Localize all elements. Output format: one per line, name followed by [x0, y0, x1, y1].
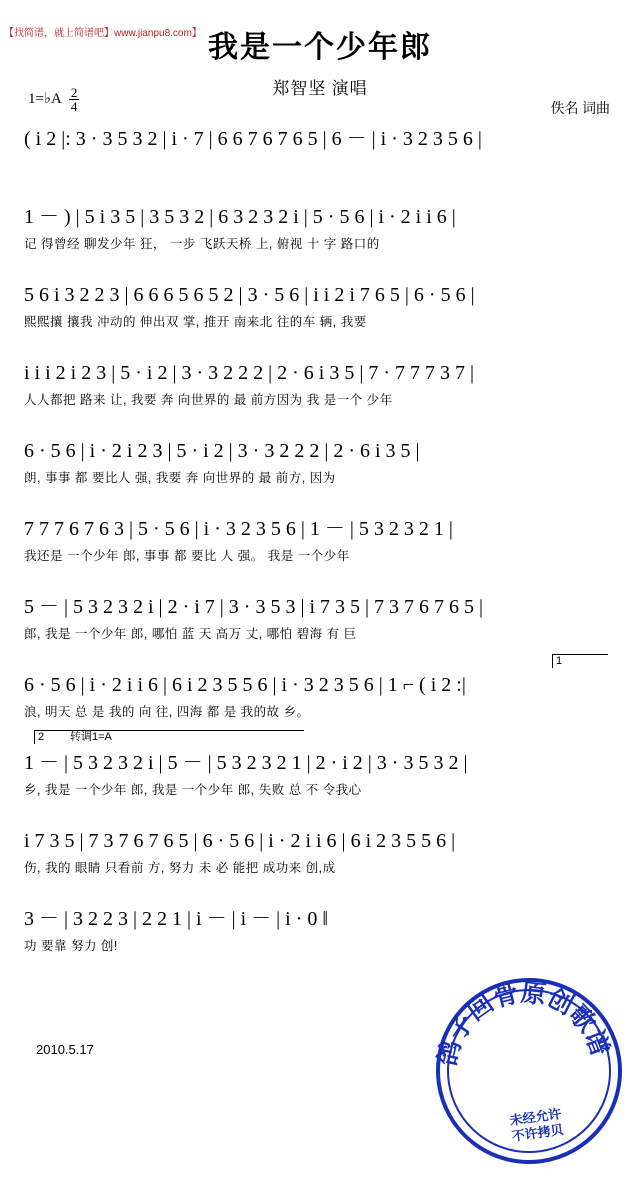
- volta-bracket-2: 2: [34, 730, 304, 744]
- seal-line-1: 未经允许: [508, 1106, 563, 1129]
- score-line: [24, 434, 616, 512]
- key-flat: ♭A: [43, 90, 62, 107]
- notation-row: 6 · 5 6 | i · 2 i 2 3 | 5 · i 2 | 3 · 3 2 2 2 | 2 · 6 i 3 5 |: [24, 440, 420, 462]
- time-sig-numerator: 2: [70, 85, 78, 100]
- svg-text:鸽子回骨原创歌谱: 鸽子回骨原创歌谱: [434, 979, 614, 1069]
- lyrics-row: 郎, 我是 一个少年 郎, 哪怕 蓝 天 高万 丈, 哪怕 碧海 有 巨: [24, 627, 357, 641]
- score-line: [24, 122, 616, 200]
- score-line: [24, 731, 616, 824]
- lyrics-row: 记 得曾经 聊发少年 狂， 一步 飞跃天桥 上, 俯视 十 字 路口的: [24, 237, 380, 251]
- score-line: [24, 590, 616, 668]
- lyrics-row: [24, 156, 616, 176]
- notation-row: 5 6 i 3 2 2 3 | 6 6 6 5 6 5 2 | 3 · 5 6 | i i 2 i 7 6 5 | 6 · 5 6 |: [24, 284, 475, 306]
- score-line: [24, 512, 616, 590]
- seal-arc-text: [424, 967, 625, 1168]
- key-label: 1=: [28, 90, 44, 107]
- notation-row: 7 7 7 6 7 6 3 | 5 · 5 6 | i · 3 2 3 5 6 | 1 － | 5 3 2 3 2 1 |: [24, 518, 453, 540]
- seal-line-2: 不许拷贝: [510, 1121, 565, 1144]
- lyrics-row: 浪, 明天 总 是 我的 向 往, 四海 都 是 我的故 乡。: [24, 705, 310, 719]
- copyright-seal: [424, 966, 634, 1176]
- lyrics-row: 朗, 事事 都 要比人 强, 我要 奔 向世界的 最 前方, 因为: [24, 471, 336, 485]
- score-line: [24, 278, 616, 356]
- lyrics-row: 我还是 一个少年 郎, 事事 都 要比 人 强。 我是 一个少年: [24, 549, 350, 563]
- notation-row: 6 · 5 6 | i · 2 i i 6 | 6 i 2 3 5 5 6 | i · 3 2 3 5 6 | 1 ⌐ ( i 2 :|: [24, 674, 466, 696]
- composition-date: 2010.5.17: [36, 1042, 94, 1057]
- lyrics-row: 功 要靠 努力 创!: [24, 939, 118, 953]
- music-score: [0, 122, 640, 980]
- notation-row: ( i 2 |: 3 · 3 5 3 2 | i · 7 | 6 6 7 6 7 6 5 | 6 － | i · 3 2 3 5 6 |: [24, 128, 482, 150]
- notation-row: 5 － | 5 3 2 3 2 i | 2 · i 7 | 3 · 3 5 3 | i 7 3 5 | 7 3 7 6 7 6 5 |: [24, 596, 484, 618]
- lyrics-row: 人人都把 路来 让, 我要 奔 向世界的 最 前方因为 我 是一个 少年: [24, 393, 393, 407]
- notation-row: i i i 2 i 2 3 | 5 · i 2 | 3 · 3 2 2 2 | 2 · 6 i 3 5 | 7 · 7 7 7 3 7 |: [24, 362, 474, 384]
- key-and-time-signature: [28, 86, 79, 113]
- score-line: [24, 200, 616, 278]
- notation-row: 1 － ) | 5 i 3 5 | 3 5 3 2 | 6 3 2 3 2 i | 5 · 5 6 | i · 2 i i 6 |: [24, 206, 456, 228]
- key-change-label: 转调1=A: [70, 731, 112, 743]
- lyrics-row: 乡, 我是 一个少年 郎, 我是 一个少年 郎, 失败 总 不 令我心: [24, 783, 362, 797]
- site-watermark: 【找简谱，就上简谱吧】www.jianpu8.com】: [4, 28, 202, 39]
- score-line: [24, 824, 616, 902]
- page-title: 我是一个少年郎: [208, 31, 432, 64]
- score-line: [24, 902, 616, 980]
- score-line: [24, 356, 616, 434]
- notation-row: 1 － | 5 3 2 3 2 i | 5 － | 5 3 2 3 2 1 | 2 · i 2 | 3 · 3 5 3 2 |: [24, 752, 468, 774]
- singer-credit: 郑智坚 演唱: [272, 79, 368, 98]
- time-sig-denominator: 4: [70, 99, 78, 114]
- volta-bracket-1: 1: [552, 654, 608, 668]
- notation-row: i 7 3 5 | 7 3 7 6 7 6 5 | 6 · 5 6 | i · 2 i i 6 | 6 i 2 3 5 5 6 |: [24, 830, 456, 852]
- lyrics-row: 熙熙攘 攘我 冲动的 伸出双 掌, 推开 南来北 往的车 辆, 我要: [24, 315, 367, 329]
- lyrics-row: 伤, 我的 眼睛 只看前 方, 努力 未 必 能把 成功来 创,成: [24, 861, 336, 875]
- time-signature: [69, 86, 80, 113]
- lyricist-composer-credit: 佚名 词曲: [550, 102, 610, 117]
- notation-row: 3 － | 3 2 2 3 | 2 2 1 | i － | i － | i · 0 ‖: [24, 908, 328, 930]
